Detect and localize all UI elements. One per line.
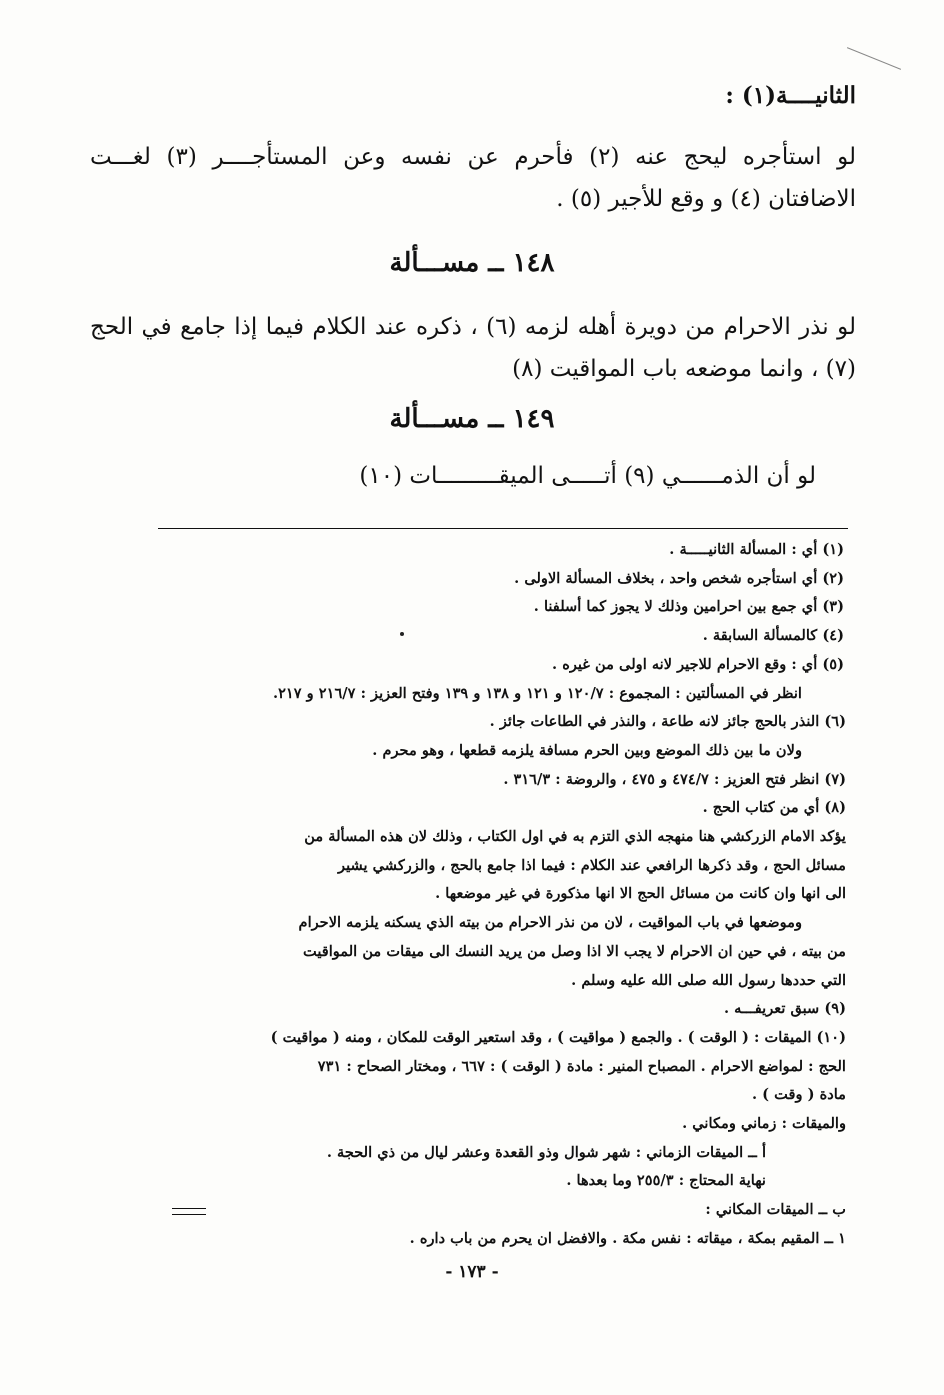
- footnote-line: (٦) النذر بالحج جائز لانه طاعة ، والنذر في الطاعات جائز .: [489, 713, 846, 731]
- footnote-line: مسائل الحج ، وقد ذكرها الرافعي عند الكلام : فيما اذا جامع بالحج ، والزركشي يشير: [338, 856, 846, 874]
- footnote-line: من بيته ، في حين ان الاحرام لا يجب الا اذا وصل من يريد النسك الى ميقات من المواقيت: [303, 942, 846, 960]
- footnote-line: (٢) أي استأجره شخص واحد ، بخلاف المسألة الاولى .: [514, 569, 844, 587]
- continuation-mark: [172, 1208, 206, 1215]
- footnote-line: مادة ( وقت ) .: [752, 1086, 846, 1104]
- footnote-line: أ ــ الميقات الزماني : شهر شوال وذو القعدة وعشر ليال من ذي الحجة .: [326, 1143, 766, 1161]
- masala-148-heading: ١٤٨ ــ مســـألة: [389, 248, 555, 278]
- footnote-line: (١٠) الميقات : ( الوقت ) . والجمع ( مواقيت ) ، وقد استعير الوقت للمكان ، ومنه ( مواقيت ): [270, 1028, 846, 1046]
- masala-149-heading: ١٤٩ ــ مســـألة: [389, 404, 555, 434]
- footnote-line: ولان ما بين ذلك الموضع وبين الحرم مسافة يلزمه قطعها ، وهو محرم .: [372, 741, 802, 759]
- footnote-divider: [158, 528, 848, 529]
- footnote-line: التي حددها رسول الله صلى الله عليه وسلم .: [571, 971, 846, 989]
- footnote-line: يؤكد الامام الزركشي هنا منهجه الذي التزم به في اول الكتاب ، وذلك لان هذه المسألة من: [304, 828, 846, 846]
- footnote-line: انظر في المسألتين : المجموع : ١٢٠/٧ و ١٢١ و ١٣٨ و ١٣٩ وفتح العزيز : ٢١٦/٧ و ٢١٧.: [272, 684, 802, 702]
- footnote-line: (٣) أي جمع بين احرامين وذلك لا يجوز كما أسلفنا .: [533, 598, 844, 616]
- footnote-line: ب ــ الميقات المكاني :: [705, 1201, 846, 1219]
- footnote-line: (٩) سبق تعريفـــه .: [723, 1000, 846, 1018]
- footnote-line: (٥) أي : وقع الاحرام للاجير لانه اولى من غيره .: [552, 655, 844, 673]
- footnote-line: (٨) أي من كتاب الحج .: [702, 799, 846, 817]
- footnote-line: نهاية المحتاج : ٢٥٥/٣ وما بعدها .: [566, 1172, 766, 1190]
- footnotes: [156, 536, 846, 1254]
- paragraph-3: لو أن الذمــــــي (٩) أتـــــى الميقـــــــــات (١٠): [359, 463, 816, 489]
- paper-mark: [847, 47, 901, 70]
- footnote-line: الحج : لمواضع الاحرام . المصباح المنير : مادة ( الوقت ) : ٦٦٧ ، ومختار الصحاح : ٧٣١: [317, 1057, 846, 1075]
- footnote-line: الى انها وان كانت من مسائل الحج الا انها مذكورة في غير موضعها .: [435, 885, 846, 903]
- paragraph-1: لو استأجره ليحج عنه (٢) فأحرم عن نفسه وعن المستأجــــر (٣) لغـــت الاضافتان (٤) و وقع للأجير (٥) .: [90, 144, 857, 212]
- section-title: الثانيــــة(١) :: [725, 82, 856, 109]
- page-number: - ١٧٣ -: [445, 1262, 499, 1282]
- footnote-line: (٧) انظر فتح العزيز : ٤٧٤/٧ و ٤٧٥ ، والروضة : ٣١٦/٣ .: [503, 770, 846, 788]
- footnote-line: (٤) كالمسألة السابقة .: [702, 627, 844, 645]
- footnote-line: والميقات : زماني ومكاني .: [682, 1115, 846, 1133]
- paragraph-2: لو نذر الاحرام من دويرة أهله لزمه (٦) ، ذكره عند الكلام فيما إذا جامع في الحج (٧) ، وانما موضعه باب المواقيت (٨): [90, 314, 856, 382]
- footnote-line: (١) أي : المسألة الثانيـــــة .: [669, 541, 844, 558]
- footnote-line: وموضعها في باب المواقيت ، لان من نذر الاحرام من بيته الذي يسكنه يلزمه الاحرام: [298, 914, 802, 932]
- footnote-line: ١ ــ المقيم بمكة ، ميقاته : نفس مكة . والافضل ان يحرم من باب داره .: [409, 1229, 846, 1247]
